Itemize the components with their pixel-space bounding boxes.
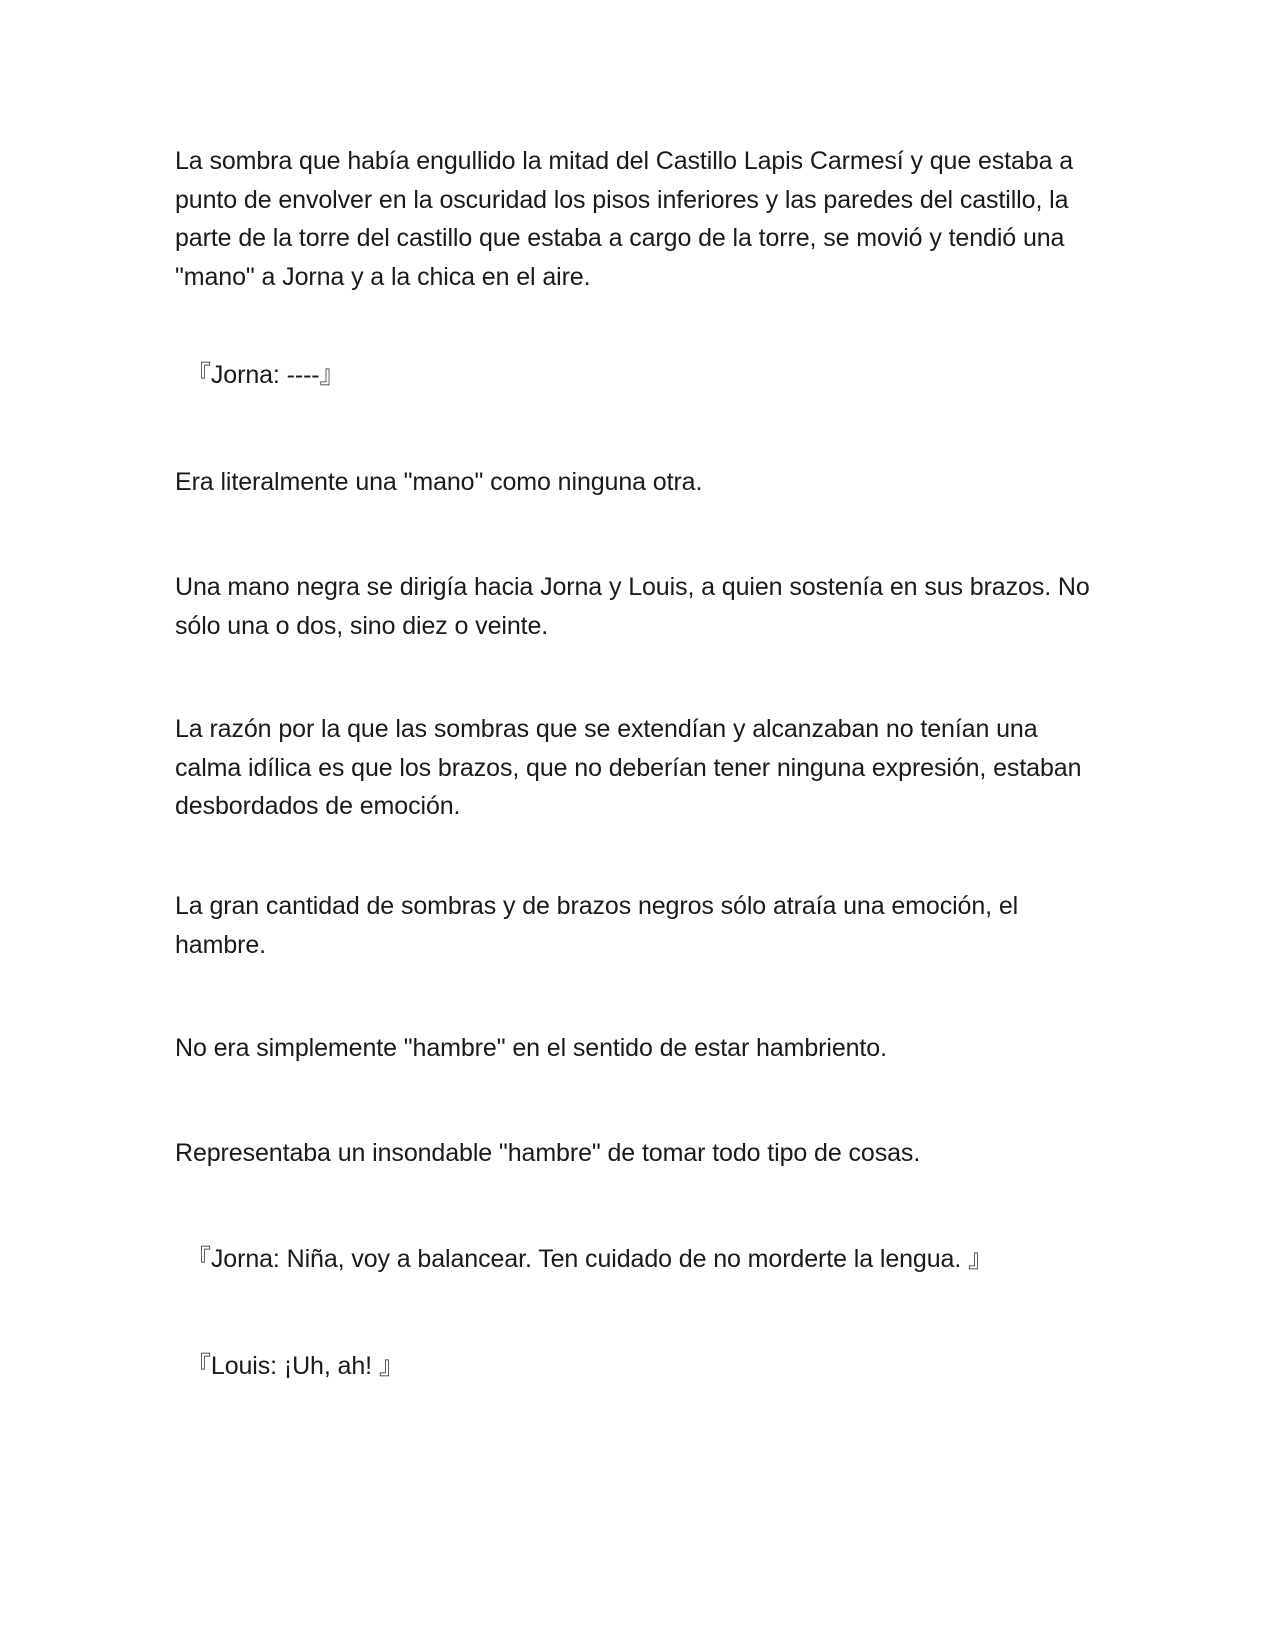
paragraph-literal-hand: Era literalmente una "mano" como ninguna otra. xyxy=(175,468,703,496)
paragraph-shadow-castle: La sombra que había engullido la mitad del Castillo Lapis Carmesí y que estaba a punto de envolver en la oscuridad los pisos inferiores y las paredes del castillo, la parte de la torre del castillo que estaba a cargo de la torre, se movió y tendió una "mano" a Jorna y a la chica en el aire. xyxy=(175,147,1074,291)
paragraph-not-simply-hunger: No era simplemente "hambre" en el sentido de estar hambriento. xyxy=(175,1034,887,1062)
paragraph-shadows-emotion: La razón por la que las sombras que se extendían y alcanzaban no tenían una calma idílica es que los brazos, que no deberían tener ninguna expresión, estaban desbordados de emoción. xyxy=(175,715,1082,820)
dialog-jorna-silence: 『Jorna: ----』 xyxy=(186,361,345,389)
dialog-jorna-warning: 『Jorna: Niña, voy a balancear. Ten cuidado de no morderte la lengua. 』 xyxy=(186,1245,993,1273)
paragraph-hunger: La gran cantidad de sombras y de brazos negros sólo atraía una emoción, el hambre. xyxy=(175,892,1019,959)
paragraph-unfathomable-hunger: Representaba un insondable "hambre" de tomar todo tipo de cosas. xyxy=(175,1139,921,1167)
dialog-louis-reaction: 『Louis: ¡Uh, ah! 』 xyxy=(186,1352,404,1380)
paragraph-black-hand: Una mano negra se dirigía hacia Jorna y Louis, a quien sostenía en sus brazos. No sólo una o dos, sino diez o veinte. xyxy=(175,573,1090,640)
